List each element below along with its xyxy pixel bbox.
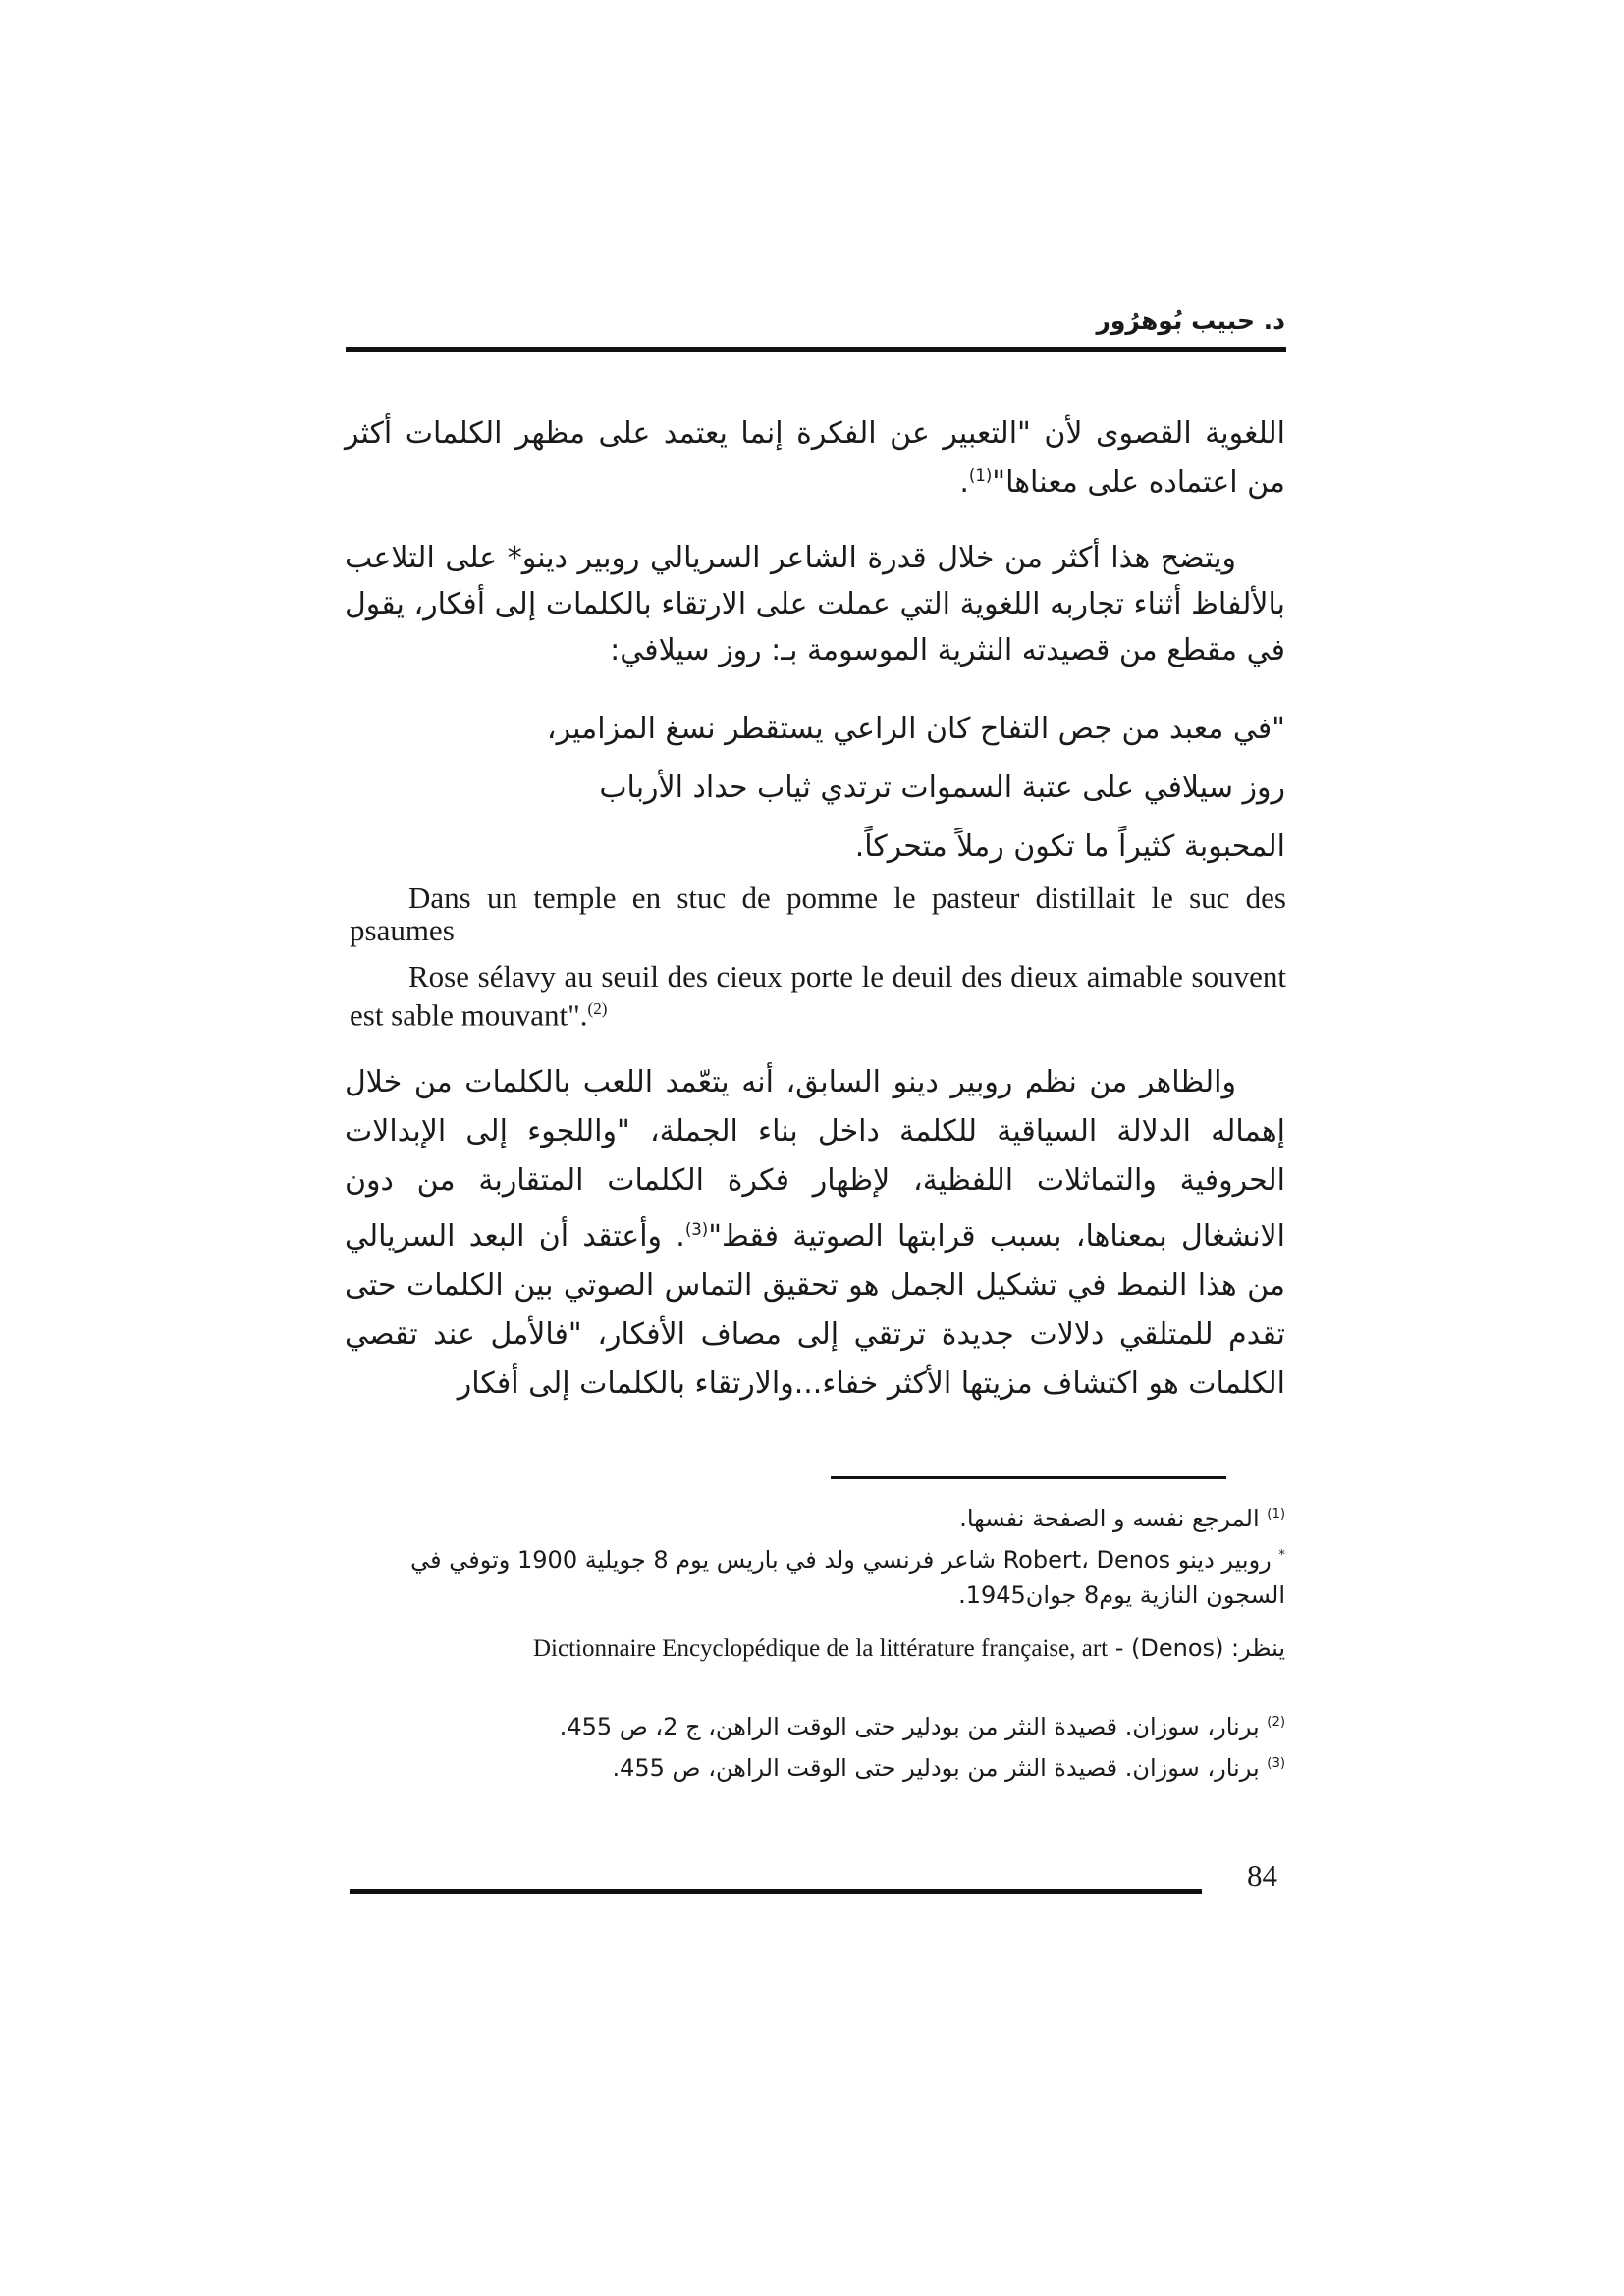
footnote-ref-1: (1) [968, 466, 993, 485]
paragraph-3-text-a: والظاهر من نظم روبير دينو السابق، أنه يتعّمد اللعب بالكلمات من خلال إهماله الدلالة السياقية للكلمة داخل بناء الجملة، "واللجوء إلى الإبدالات الحروفية والتماثلات اللفظية، لإظهار فكرة الكلمات المتقاربة من دون الانشغال بمعناها، بسبب قرابتها الصوتية فقط" [345, 1065, 1286, 1254]
quote-line-1: "في معبد من جص التفاح كان الراعي يستقطر نسغ المزامير، [546, 712, 1285, 746]
footnote-ref-2: (2) [587, 999, 608, 1018]
footnote-see-label: ينظر: (Denos) - [1114, 1634, 1285, 1662]
quote-line-2: روز سيلافي على عتبة السموات ترتدي ثياب حداد الأرباب [599, 771, 1285, 805]
paragraph-1 [345, 412, 1285, 504]
footnote-star-mark: * [1278, 1548, 1285, 1563]
french-quote-line-2-text: Rose sélavy au seuil des cieux porte le deuil des dieux aimable souvent est sable mouvant". [350, 959, 1286, 1033]
french-quote-line-2 [350, 960, 1286, 1031]
quote-line-3: المحبوبة كثيراً ما تكون رملاً متحركاً. [854, 829, 1285, 864]
footnote-star-text: روبير دينو Robert، Denos شاعر فرنسي ولد في باريس يوم 8 جويلية 1900 وتوفي في السجون النازية يوم8 جوان1945. [410, 1546, 1285, 1609]
paragraph-1-end: . [959, 465, 969, 500]
header-rule [346, 347, 1286, 352]
footnote-ref-3: (3) [684, 1220, 709, 1239]
footnote-1-text: المرجع نفسه و الصفحة نفسها. [959, 1505, 1260, 1532]
running-header-author: د. حبيب بُوهرُور [1096, 306, 1285, 335]
footer-rule [350, 1889, 1202, 1894]
footnote-2-text: برنار، سوزان. قصيدة النثر من بودلير حتى الوقت الراهن، ج 2، ص 455. [559, 1713, 1260, 1740]
paragraph-2: ويتضح هذا أكثر من خلال قدرة الشاعر السريالي روبير دينو* على التلاعب بالألفاظ أثناء تجاربه اللغوية التي عملت على الارتقاء بالكلمات إلى أفكار، يقول في مقطع من قصيدته النثرية الموسومة بـ: روز سيلافي: [345, 541, 1285, 667]
footnote-2 [345, 1705, 1285, 1744]
paragraph-3 [345, 1058, 1285, 1409]
footnote-3 [345, 1746, 1285, 1786]
french-quote-line-1 [350, 881, 1286, 946]
footnote-2-mark: (2) [1267, 1715, 1285, 1730]
footnote-1-mark: (1) [1267, 1507, 1285, 1522]
footnote-see-also [345, 1630, 1285, 1667]
page-number: 84 [1247, 1858, 1277, 1893]
footnote-3-mark: (3) [1267, 1756, 1285, 1771]
footnote-see-reference: Dictionnaire Encyclopédique de la littérature française, art [532, 1635, 1109, 1662]
footnote-1 [345, 1497, 1285, 1536]
paragraph-1-text: اللغوية القصوى لأن "التعبير عن الفكرة إنما يعتمد على مظهر الكلمات أكثر من اعتماده على معناها" [345, 416, 1285, 500]
footnote-separator [831, 1476, 1226, 1479]
footnote-star [345, 1538, 1285, 1613]
paragraph-3-text-b: . وأعتقد أن البعد السريالي من هذا النمط في تشكيل الجمل هو تحقيق التماس الصوتي بين الكلمات حتى تقدم للمتلقي دلالات جديدة ترتقي إلى مصاف الأفكار، "فالأمل عند تقصي الكلمات هو اكتشاف مزيتها الأكثر خفاء...والارتقاء بالكلمات إلى أفكار [345, 1219, 1285, 1401]
french-quote-line-1-text: Dans un temple en stuc de pomme le pasteur distillait le suc des psaumes [350, 881, 1286, 947]
footnote-3-text: برنار، سوزان. قصيدة النثر من بودلير حتى الوقت الراهن، ص 455. [612, 1754, 1260, 1782]
